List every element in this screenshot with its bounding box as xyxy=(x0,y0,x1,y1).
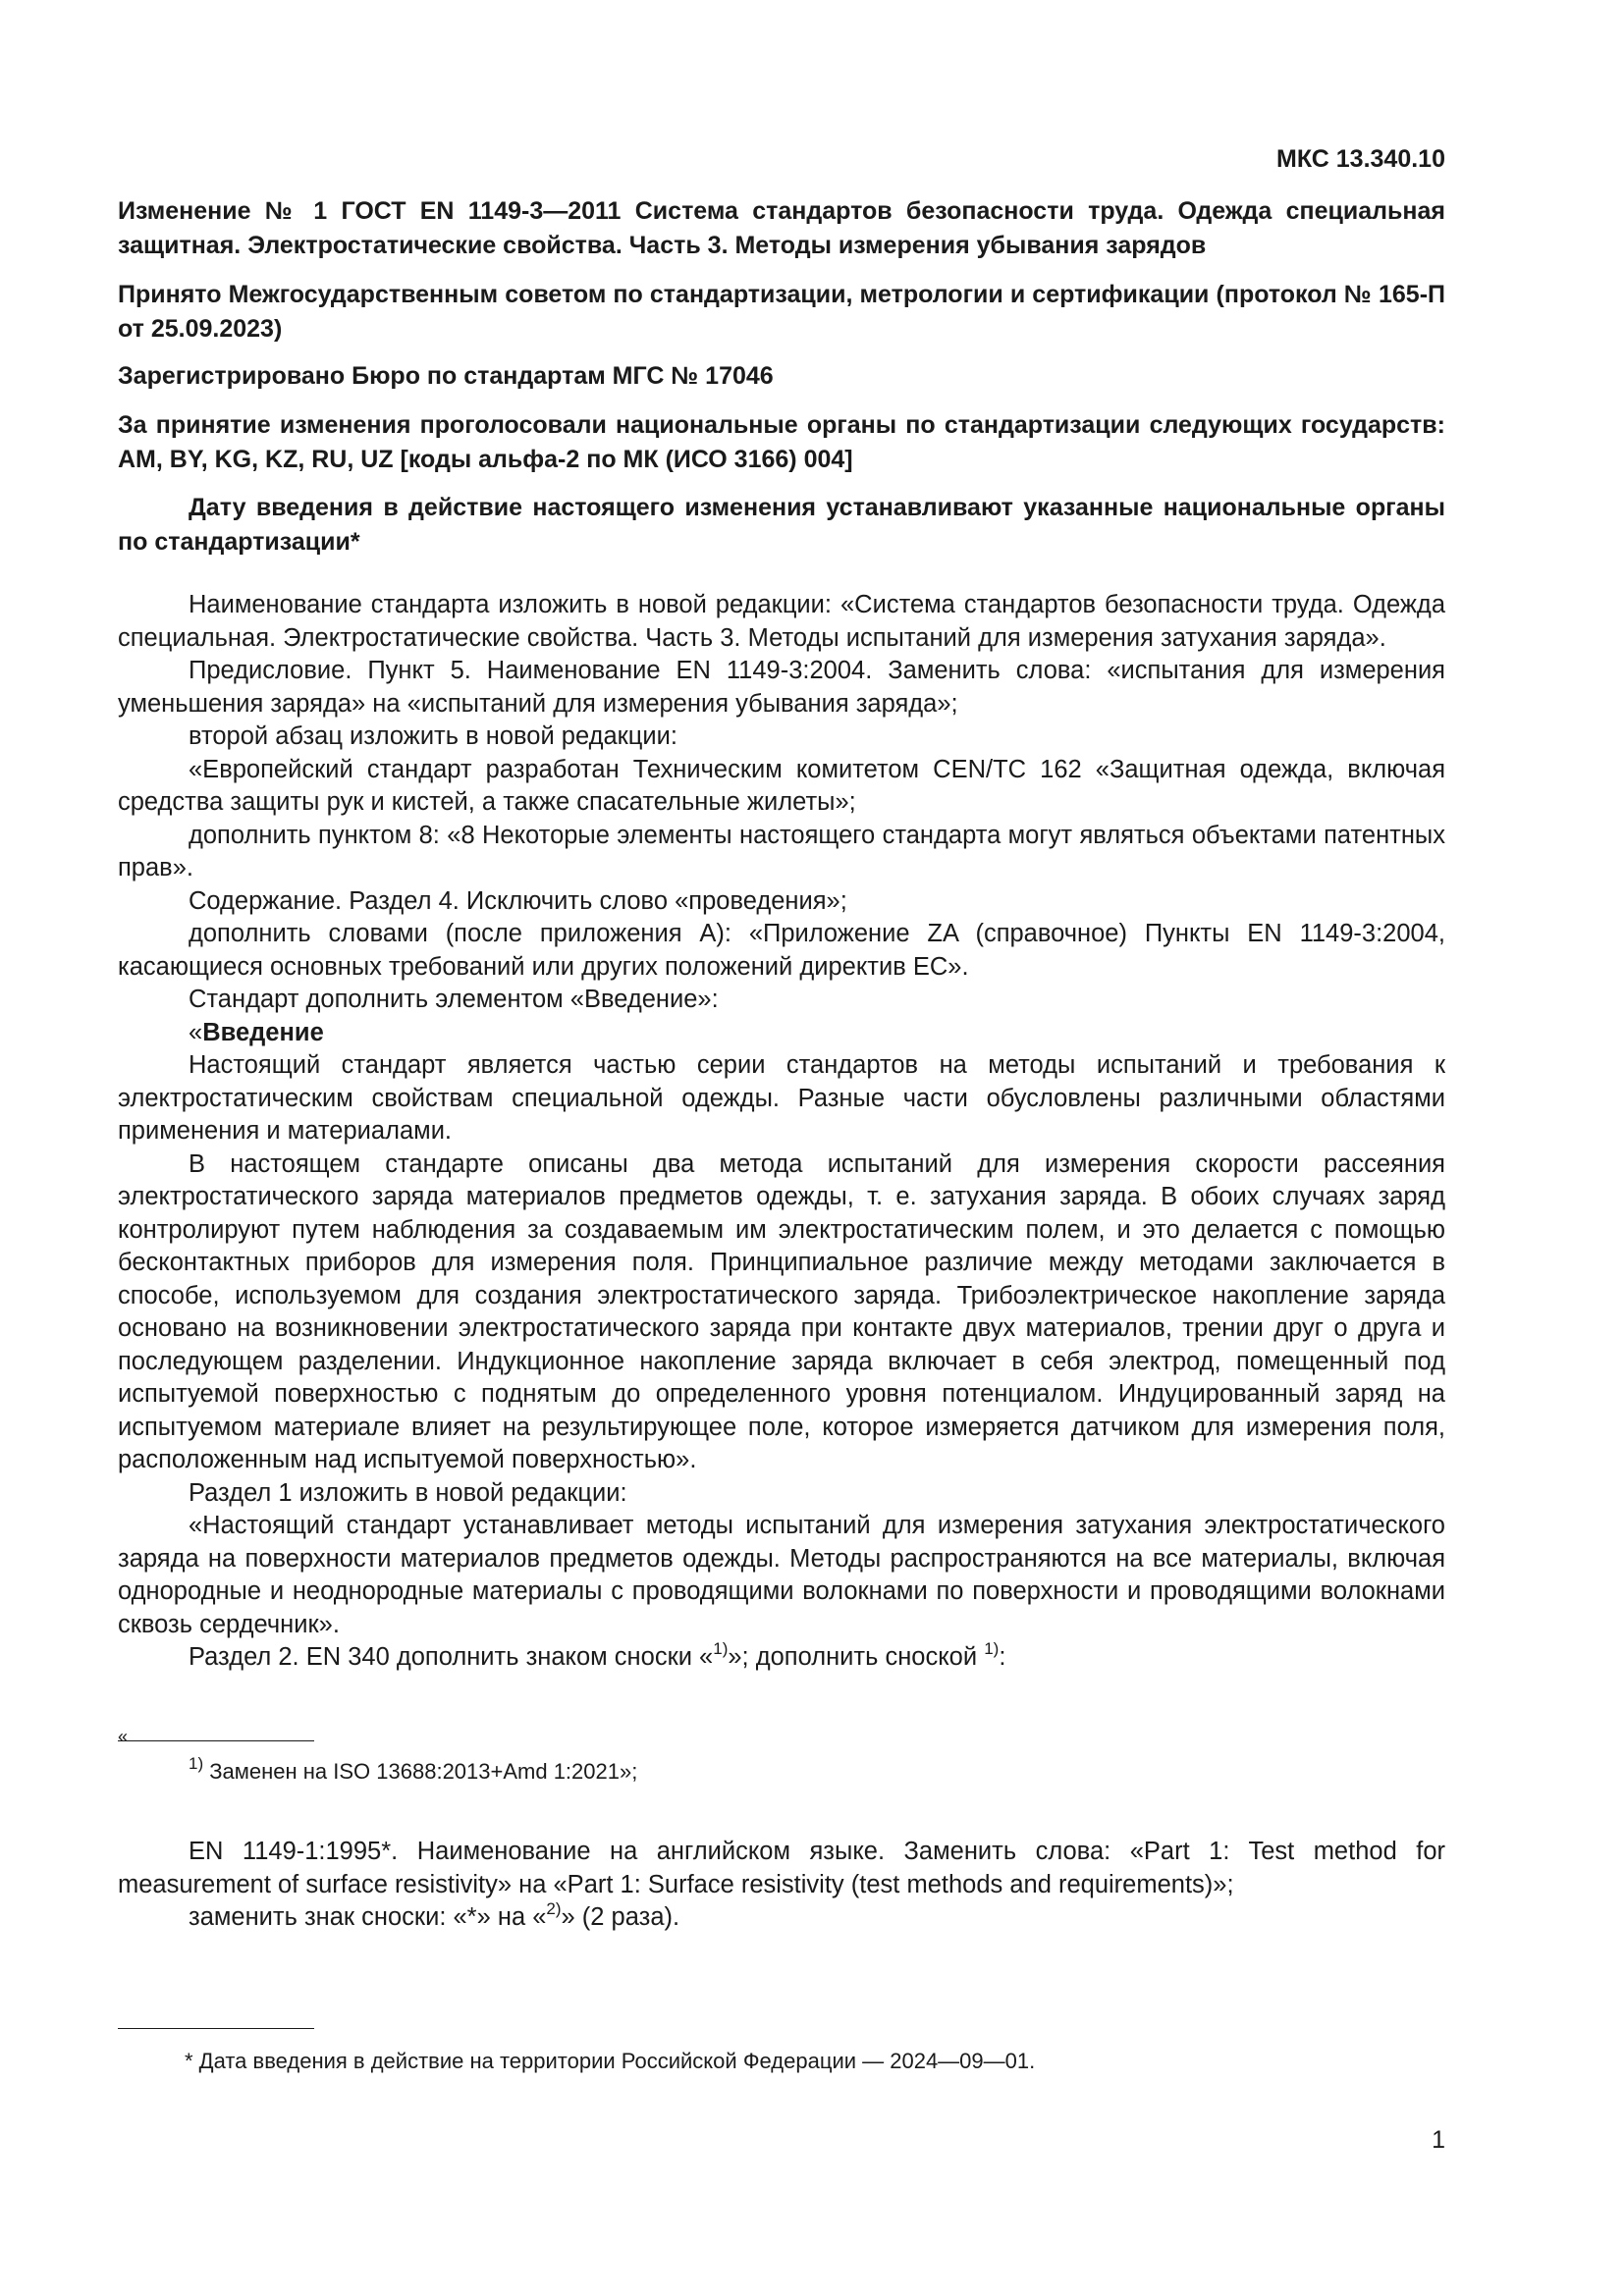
amendment-body xyxy=(118,589,1445,1675)
section2-text-b: »; дополнить сноской xyxy=(728,1643,985,1671)
page-footnote-text: * Дата введения в действие на территории Российской Федерации — 2024—09—01. xyxy=(185,2049,1036,2073)
intro-paragraph: В настоящем стандарте описаны два метода испытаний для измерения скорости рассеяния электростатического заряда материалов предметов одежды, т. е. затухания заряда. В обоих случаях заряд контролируют путем наблюдения за создаваемым им электростатическим полем, и это делается с помощью бесконтактных приборов для измерения поля. Принципиальное различие между методами заключается в способе, используемом для создания электростатического заряда. Трибоэлектрическое накопление заряда основано на возникновении электростатического заряда при контакте двух материалов, трении друг о друга и последующем разделении. Индукционное накопление заряда включает в себя электрод, помещенный под испытуемой поверхностью с поднятым до определенного уровня потенциалом. Индуцированный заряд на испытуемом материале влияет на результирующее поле, которое измеряется датчиком для измерения поля, расположенным над испытуемой поверхностью». xyxy=(118,1149,1445,1473)
adopted-statement: Принято Межгосударственным советом по стандартизации, метрологии и сертификации (протокол № 165-П от 25.09.2023) xyxy=(118,281,1445,343)
section2-text-a: Раздел 2. EN 340 дополнить знаком сноски « xyxy=(189,1643,714,1671)
footnote-marker: 1) xyxy=(984,1638,1000,1658)
voted-statement: За принятие изменения проголосовали национальные органы по стандартизации следующих государств: AM, BY, KG, KZ, RU, UZ [коды альфа-2 по МК (ИСО 3166) 004] xyxy=(118,411,1445,473)
amendment-body-continued xyxy=(118,1836,1445,1935)
section2-text-c: : xyxy=(999,1643,1006,1671)
footnote-marker: 1) xyxy=(189,1753,204,1773)
paragraph: Содержание. Раздел 4. Исключить слово «проведения»; xyxy=(189,886,847,915)
footnote-marker: 1) xyxy=(713,1638,729,1658)
paragraph: Стандарт дополнить элементом «Введение»: xyxy=(189,986,719,1013)
open-quote: « xyxy=(189,1018,203,1046)
section1-text: «Настоящий стандарт устанавливает методы испытаний для измерения затухания электростатического заряда на поверхности материалов предметов одежды. Методы распространяются на все материалы, включая однородные и неоднородные материалы с проводящими волокнами по поверхности и проводящими волокнами сквозь сердечник». xyxy=(118,1512,1445,1638)
intro-paragraph: Настоящий стандарт является частью серии стандартов на методы испытаний и требования к электростатическим свойствам специальной одежды. Разные части обусловлены различными областями применения и материалами. xyxy=(118,1051,1445,1145)
footnote-marker: 2) xyxy=(546,1898,562,1918)
paragraph: Предисловие. Пункт 5. Наименование EN 1149-3:2004. Заменить слова: «испытания для измерения уменьшения заряда» на «испытаний для измерения убывания заряда»; xyxy=(118,657,1445,718)
section1-intro: Раздел 1 изложить в новой редакции: xyxy=(189,1478,627,1507)
inner-footnote-block xyxy=(118,1727,1445,1787)
registered-statement: Зарегистрировано Бюро по стандартам МГС № 17046 xyxy=(118,362,774,390)
section2-line xyxy=(118,1638,1445,1675)
intro-heading-line xyxy=(118,1017,1445,1050)
amendment-title: Изменение № 1 ГОСТ EN 1149-3—2011 Система стандартов безопасности труда. Одежда специальная защитная. Электростатические свойства. Часть 3. Методы измерения убывания зарядов xyxy=(118,197,1445,259)
replace-text-a: заменить знак сноски: «*» на « xyxy=(189,1903,547,1931)
intro-heading: Введение xyxy=(202,1018,324,1046)
mks-code: МКС 13.340.10 xyxy=(1276,145,1445,173)
date-note: Дату введения в действие настоящего изменения устанавливают указанные национальные органы по стандартизации* xyxy=(118,494,1445,556)
footnote-content: Заменен на ISO 13688:2013+Amd 1:2021»; xyxy=(203,1759,638,1784)
replace-sign-line xyxy=(118,1898,1445,1935)
paragraph: EN 1149-1:1995*. Наименование на английском языке. Заменить слова: «Part 1: Test method for measurement of surface resistivity» на «Part 1: Surface resistivity (test methods and requirements)»; xyxy=(118,1838,1445,1898)
paragraph: «Европейский стандарт разработан Техническим комитетом CEN/TC 162 «Защитная одежда, включая средства защиты рук и кистей, а также спасательные жилеты»; xyxy=(118,755,1445,816)
paragraph: дополнить словами (после приложения А): «Приложение ZA (справочное) Пункты EN 1149-3:2004, касающиеся основных требований или других положений директив ЕС». xyxy=(118,920,1445,981)
paragraph: дополнить пунктом 8: «8 Некоторые элементы настоящего стандарта могут являться объектами патентных прав». xyxy=(118,821,1445,881)
footnote-separator xyxy=(118,2028,314,2029)
footnote-separator xyxy=(118,1740,314,1741)
replace-text-b: » (2 раза). xyxy=(561,1903,680,1931)
page-number: 1 xyxy=(1432,2126,1445,2154)
inner-footnote-text xyxy=(189,1753,1445,1787)
paragraph: Наименование стандарта изложить в новой редакции: «Система стандартов безопасности труда. Одежда специальная. Электростатические свойства. Часть 3. Методы испытаний для измерения затухания заряда». xyxy=(118,591,1445,652)
paragraph: второй абзац изложить в новой редакции: xyxy=(189,722,677,750)
page-footnote-block xyxy=(118,2028,1445,2076)
footnote-open-quote: « xyxy=(118,1727,129,1746)
